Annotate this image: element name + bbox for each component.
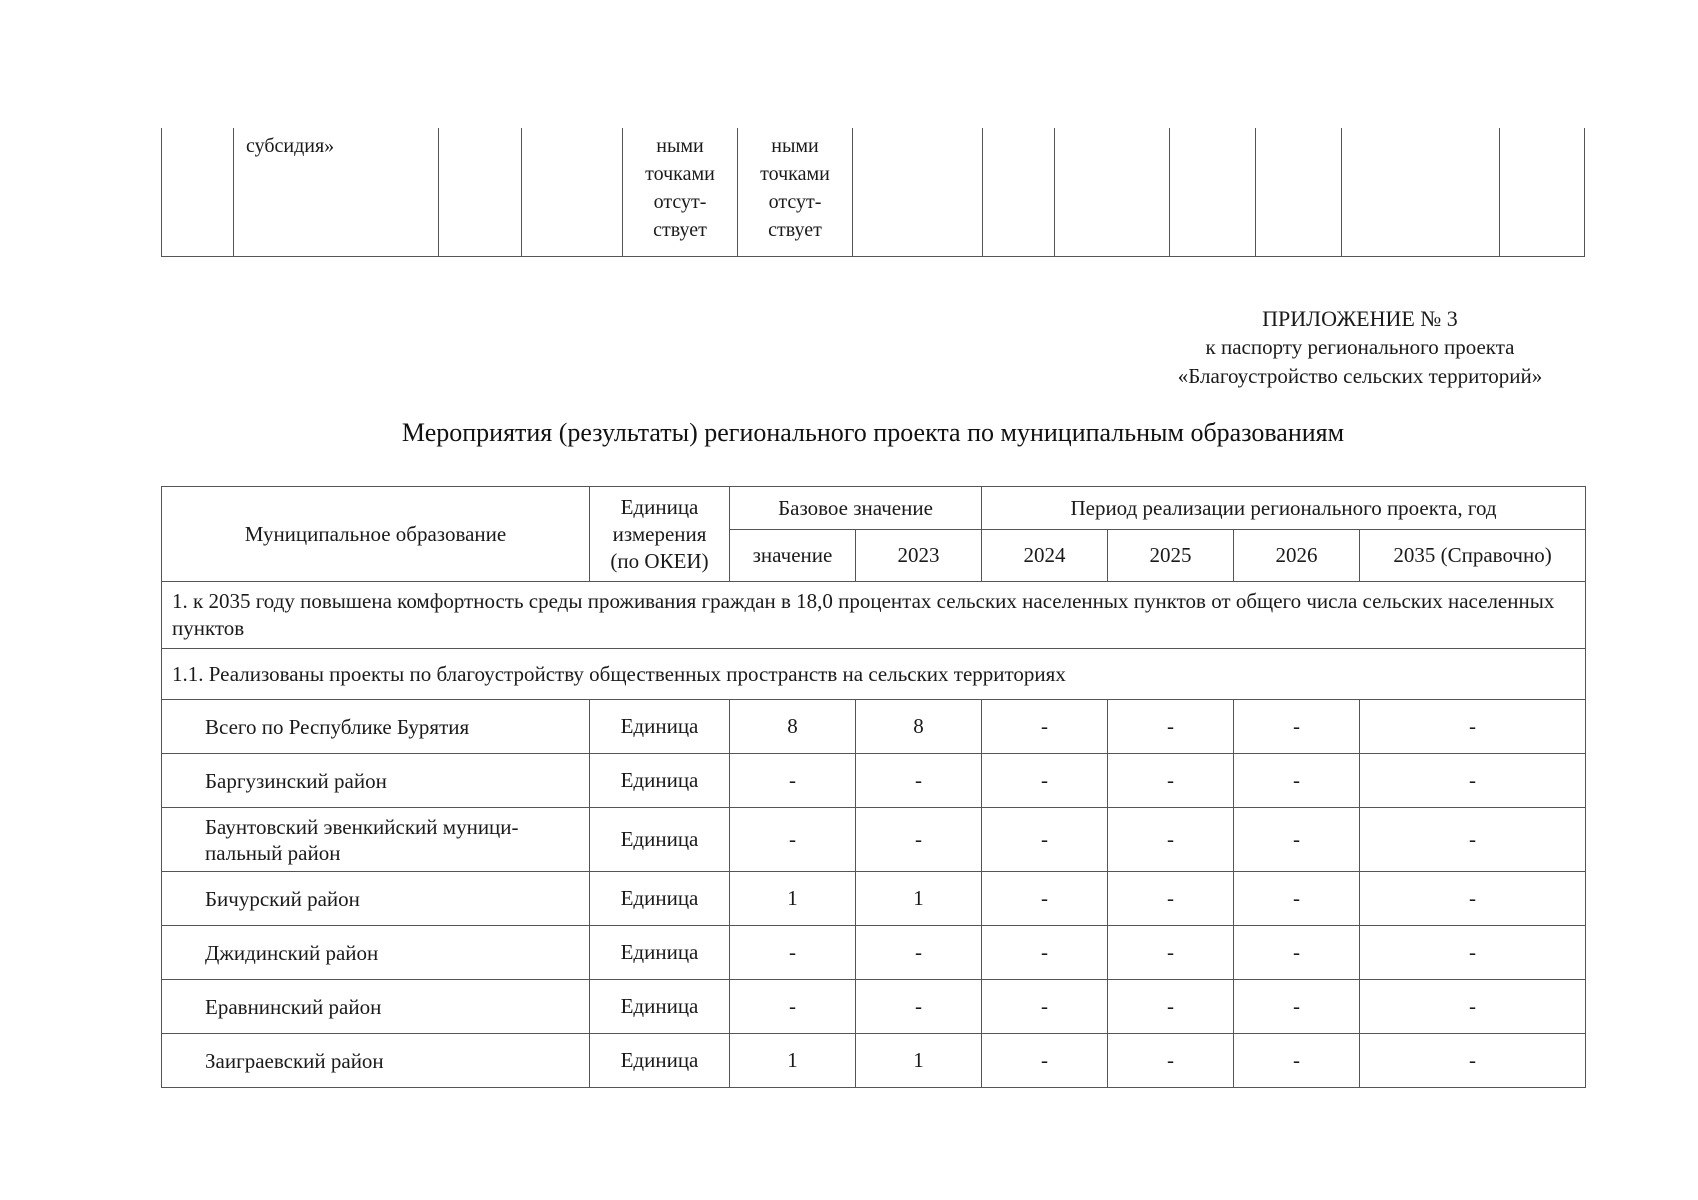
- row-2025: -: [1108, 872, 1234, 926]
- row-unit: Единица: [590, 980, 730, 1034]
- row-2035: -: [1360, 700, 1586, 754]
- row-2025: -: [1108, 808, 1234, 872]
- fragment-col5-line: ными: [656, 135, 704, 157]
- row-2025: -: [1108, 1034, 1234, 1088]
- row-base-value: 1: [730, 1034, 856, 1088]
- header-base-year: 2023: [856, 530, 982, 582]
- fragment-col6-line: ными: [771, 135, 819, 157]
- header-row-1: [162, 487, 1586, 530]
- fragment-col5-line: точками: [645, 163, 715, 185]
- section-1-1-text: 1.1. Реализованы проекты по благоустройству общественных пространств на сельских территориях: [162, 649, 1586, 700]
- header-year-2026: 2026: [1234, 530, 1360, 582]
- header-year-2035: 2035 (Справочно): [1360, 530, 1586, 582]
- fragment-col5-line: отсут-: [653, 191, 707, 213]
- row-2035: -: [1360, 980, 1586, 1034]
- appendix-number: ПРИЛОЖЕНИЕ № 3: [1262, 306, 1458, 331]
- fragment-col-4: [521, 128, 622, 256]
- row-2023: -: [856, 754, 982, 808]
- row-unit: Единица: [590, 1034, 730, 1088]
- header-unit: Единица измерения (по ОКЕИ): [590, 487, 730, 582]
- table-row: [162, 980, 1586, 1034]
- table-row: [162, 754, 1586, 808]
- row-2024: -: [982, 700, 1108, 754]
- row-name: Бичурский район: [162, 872, 590, 926]
- row-name: Заиграевский район: [162, 1034, 590, 1088]
- row-unit: Единица: [590, 808, 730, 872]
- row-2023: 8: [856, 700, 982, 754]
- fragment-col-12: [1341, 128, 1499, 256]
- row-2026: -: [1234, 1034, 1360, 1088]
- appendix-project-name: «Благоустройство сельских территорий»: [1177, 364, 1543, 388]
- header-base-value: значение: [730, 530, 856, 582]
- row-2023: 1: [856, 1034, 982, 1088]
- header-year-2024: 2024: [982, 530, 1108, 582]
- header-year-2025: 2025: [1108, 530, 1234, 582]
- row-2024: -: [982, 872, 1108, 926]
- row-2026: -: [1234, 980, 1360, 1034]
- fragment-col6-line: точками: [760, 163, 830, 185]
- table-row: [162, 808, 1586, 872]
- previous-table-fragment: [161, 128, 1585, 258]
- row-base-value: -: [730, 754, 856, 808]
- row-base-value: -: [730, 980, 856, 1034]
- row-2024: -: [982, 754, 1108, 808]
- fragment-col-5: [622, 128, 737, 256]
- fragment-col-8: [982, 128, 1054, 256]
- section-1-text: 1. к 2035 году повышена комфортность среды проживания граждан в 18,0 процентах сельских населенных пунктов от общего числа сельских населенных пунктов: [162, 582, 1586, 649]
- row-2024: -: [982, 808, 1108, 872]
- fragment-col-10: [1169, 128, 1255, 256]
- row-2035: -: [1360, 872, 1586, 926]
- row-2024: -: [982, 980, 1108, 1034]
- row-name: Всего по Республике Бурятия: [162, 700, 590, 754]
- row-2035: -: [1360, 1034, 1586, 1088]
- fragment-bottom-border: [161, 256, 1585, 257]
- row-2026: -: [1234, 754, 1360, 808]
- row-name: Джидинский район: [162, 926, 590, 980]
- fragment-col2-text: субсидия»: [246, 135, 335, 157]
- row-base-value: 8: [730, 700, 856, 754]
- fragment-col6-line: отсут-: [768, 191, 822, 213]
- table-row: [162, 700, 1586, 754]
- fragment-col-6: [737, 128, 852, 256]
- row-2025: -: [1108, 926, 1234, 980]
- row-2024: -: [982, 926, 1108, 980]
- page-title: Мероприятия (результаты) регионального проекта по муниципальным образованиям: [401, 418, 1345, 447]
- row-2023: -: [856, 980, 982, 1034]
- fragment-col-11: [1255, 128, 1341, 256]
- section-row: [162, 582, 1586, 649]
- appendix-subtitle: к паспорту регионального проекта: [1205, 335, 1515, 359]
- fragment-col6-line: ствует: [768, 219, 822, 241]
- appendix-header: [1100, 304, 1620, 391]
- row-2023: -: [856, 808, 982, 872]
- subsection-row: [162, 649, 1586, 700]
- header-period: Период реализации регионального проекта, год: [982, 487, 1586, 530]
- fragment-col-7: [852, 128, 982, 256]
- row-2023: 1: [856, 872, 982, 926]
- fragment-col-9: [1054, 128, 1169, 256]
- row-2026: -: [1234, 700, 1360, 754]
- row-2035: -: [1360, 808, 1586, 872]
- row-2023: -: [856, 926, 982, 980]
- table-row: [162, 1034, 1586, 1088]
- row-unit: Единица: [590, 700, 730, 754]
- row-name: Баунтовский эвенкийский муници-пальный район: [162, 808, 590, 872]
- municipal-results-table: [161, 486, 1586, 1088]
- row-2025: -: [1108, 980, 1234, 1034]
- header-municipality: Муниципальное образование: [162, 487, 590, 582]
- row-2025: -: [1108, 700, 1234, 754]
- fragment-col-3: [438, 128, 521, 256]
- fragment-col-2: [233, 128, 438, 256]
- row-2026: -: [1234, 926, 1360, 980]
- row-2035: -: [1360, 754, 1586, 808]
- row-unit: Единица: [590, 872, 730, 926]
- row-name: Еравнинский район: [162, 980, 590, 1034]
- fragment-col5-line: ствует: [653, 219, 707, 241]
- row-unit: Единица: [590, 926, 730, 980]
- fragment-col-13: [1499, 128, 1585, 256]
- fragment-col-1: [161, 128, 233, 256]
- row-2035: -: [1360, 926, 1586, 980]
- row-2026: -: [1234, 872, 1360, 926]
- row-2026: -: [1234, 808, 1360, 872]
- row-unit: Единица: [590, 754, 730, 808]
- row-name: Баргузинский район: [162, 754, 590, 808]
- row-base-value: -: [730, 926, 856, 980]
- row-base-value: 1: [730, 872, 856, 926]
- row-2024: -: [982, 1034, 1108, 1088]
- header-base: Базовое значение: [730, 487, 982, 530]
- table-row: [162, 872, 1586, 926]
- table-row: [162, 926, 1586, 980]
- row-base-value: -: [730, 808, 856, 872]
- row-2025: -: [1108, 754, 1234, 808]
